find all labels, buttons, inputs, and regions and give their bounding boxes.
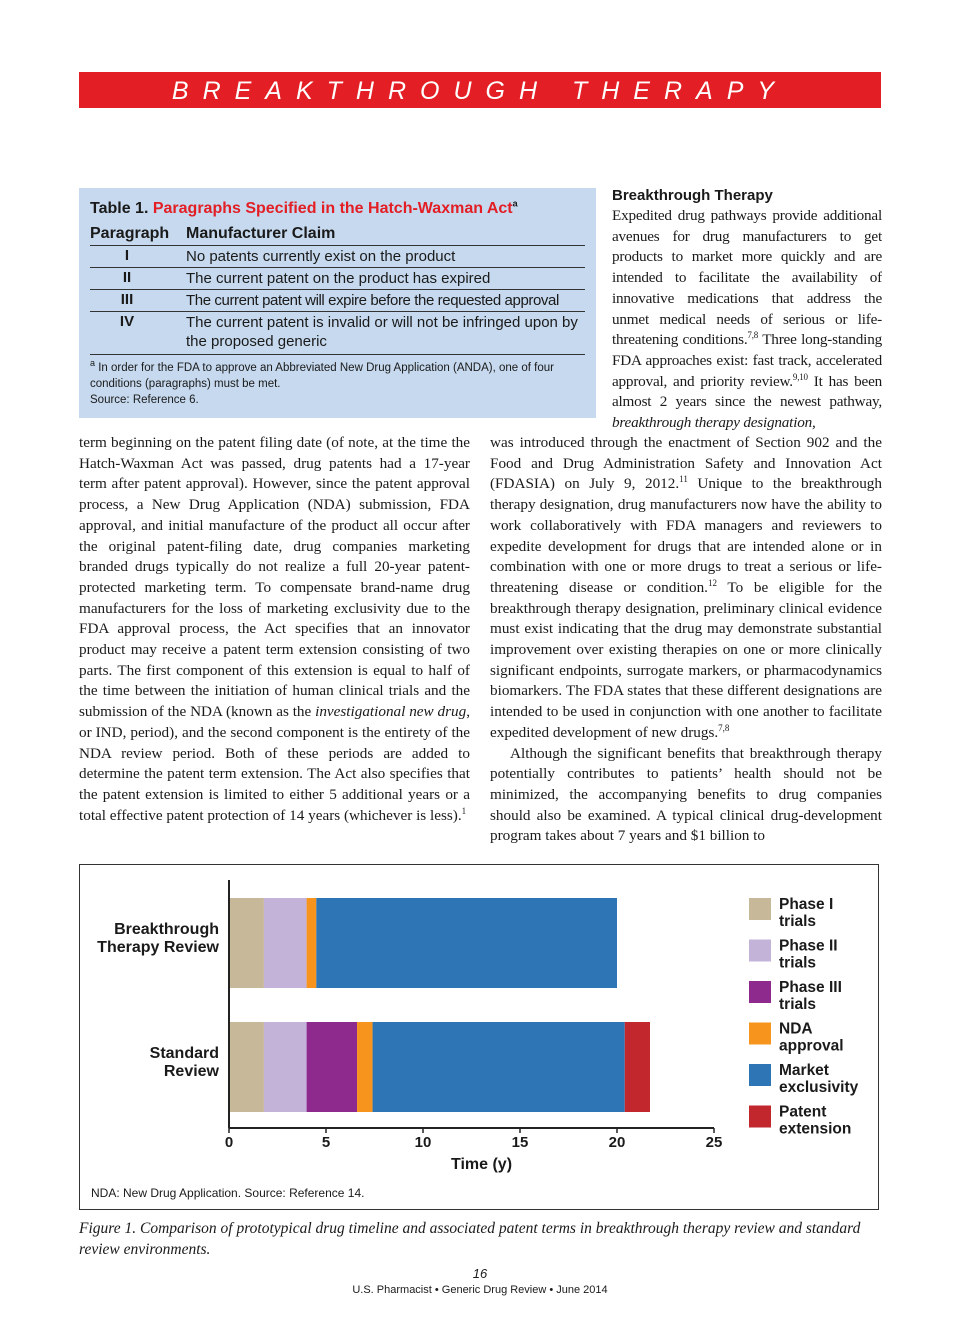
- text-run: Unique to the breakthrough therapy designation, drug manufacturers now have the ability to work collaboratively with FDA managers and reviewers to expedite development for drugs that are intended alone or in combination with one or more drugs to treat a serious or life-threatening disease or condition.: [490, 475, 882, 596]
- italic-term: breakthrough therapy designation,: [612, 414, 816, 432]
- figure-1-box: [79, 864, 879, 1210]
- chart-note: NDA: New Drug Application. Source: Reference 14.: [91, 1186, 365, 1200]
- legend-swatch: [749, 1023, 771, 1045]
- legend-swatch: [749, 898, 771, 920]
- header-paragraph: Paragraph: [90, 225, 170, 242]
- right-paragraph-cont: [490, 433, 882, 744]
- left-column: [79, 433, 470, 826]
- x-tick-label: 20: [608, 1134, 626, 1151]
- row-claim: No patents currently exist on the product: [186, 248, 456, 265]
- bar-segment: [373, 1022, 625, 1112]
- legend-label: Patent: [779, 1103, 827, 1121]
- legend-label: Market: [779, 1062, 829, 1079]
- bar-segment: [229, 1022, 264, 1112]
- legend-swatch: [749, 1106, 771, 1128]
- bar-segment: [307, 898, 317, 988]
- bar-segment: [316, 898, 617, 988]
- reference-sup: 9,10: [792, 371, 808, 382]
- footnote-source: Source: Reference 6.: [90, 394, 199, 406]
- legend-label: NDA: [779, 1020, 813, 1038]
- row-paragraph: I: [124, 247, 130, 264]
- figure-caption: Figure 1. Comparison of prototypical drug timeline and associated patent terms in breakthrough therapy review and standard review environments.: [79, 1220, 861, 1258]
- reference-sup: 12: [707, 577, 717, 588]
- bar-segment: [357, 1022, 373, 1112]
- legend-label: trials: [779, 913, 817, 930]
- row-paragraph: IV: [119, 313, 135, 330]
- x-tick-label: 0: [224, 1134, 234, 1151]
- bar-segment: [625, 1022, 650, 1112]
- right-column-upper: [612, 206, 882, 436]
- legend-label: trials: [779, 996, 817, 1013]
- footnote-sup: a: [90, 358, 96, 369]
- legend-label: approval: [779, 1037, 844, 1055]
- legend-label: exclusivity: [779, 1079, 859, 1096]
- category-label: Standard: [149, 1045, 219, 1062]
- table-1: [79, 188, 596, 418]
- table-title-sup: a: [512, 198, 518, 209]
- table-footnote: [90, 360, 590, 408]
- text-run: , or IND, period), and the second component is the entirety of the NDA review period. Both of these periods are added to determine the patent term extension. The Act also specifies that the patent extension is limited to either 5 additional years or a total effective patent protection of 14 years (whichever is less).: [79, 703, 470, 824]
- row-claim: The current patent is invalid or will not be infringed upon by the proposed generic: [186, 314, 578, 350]
- legend-swatch: [749, 1064, 771, 1086]
- bar-segment: [229, 898, 264, 988]
- table-label: Table 1.: [90, 200, 149, 217]
- legend-label: trials: [779, 954, 817, 972]
- section-heading: Breakthrough Therapy: [612, 187, 773, 204]
- table-rule: [90, 245, 585, 246]
- x-tick-label: 5: [321, 1134, 331, 1151]
- header-claim: Manufacturer Claim: [186, 225, 336, 242]
- table-title: [90, 200, 518, 218]
- text-run: term beginning on the patent filing date (of note, at the time the Hatch-Waxman Act was passed, drug patents had a 17-year term after patent approval). However, since the patent approval process, a New Drug Application (NDA) submission, FDA approval, and initial manufacture of the product all occur after the original patent-filing date, drug companies marketing branded drugs typically do not realize a full 20-year patent-protected marketing term. To compensate brand-name drug manufacturers for the loss of marketing exclusivity due to the FDA approval process, the Act specifies that an innovator product may receive a patent term extension consisting of two parts. The first component of this extension is equal to half of the time between the initiation of human clinical trials and the submission of the NDA (known as the: [79, 434, 470, 721]
- legend-label: Phase II: [779, 937, 838, 955]
- x-tick-label: 25: [705, 1134, 723, 1151]
- right-paragraph: [612, 206, 882, 434]
- legend-label: Phase I: [779, 896, 834, 913]
- x-tick-label: 10: [414, 1134, 432, 1151]
- category-label: Breakthrough: [114, 921, 219, 938]
- left-paragraph: [79, 433, 470, 826]
- reference-sup: 1: [461, 805, 467, 816]
- table-rule: [90, 289, 585, 290]
- text-run: To be eligible for the breakthrough therapy designation, preliminary clinical evidence must exist indicating that the drug may demonstrate substantial improvement over existing therapies on one or more clinically significant endpoints, surrogate markers, or pharmacodynamics biomarkers. The FDA states that these different designations are intended to be used in conjunction with one another to facilitate expedited development of new drugs.: [490, 578, 882, 741]
- footnote-text: In order for the FDA to approve an Abbreviated New Drug Application (ANDA), one of four conditions (paragraphs) must be met.: [90, 362, 554, 390]
- x-tick-label: 15: [511, 1134, 529, 1151]
- right-paragraph-2: Although the significant benefits that breakthrough therapy potentially contributes to patients’ health should not be minimized, the accompanying benefits to drug companies should also be examined. A typical clinical drug-development program takes about 7 years and $1 billion to: [490, 744, 882, 845]
- table-rule: [90, 267, 585, 268]
- italic-term: investigational new drug: [315, 703, 467, 721]
- row-claim: The current patent will expire before the requested approval: [186, 292, 559, 309]
- text-run: was introduced through the enactment of Section 902 and the Food and Drug Administration Safety and Innovation Act (FDASIA) on July 9, 2012.: [490, 434, 882, 493]
- table-rule: [90, 311, 585, 312]
- text-run: Three long-standing FDA approaches exist: fast track, accelerated approval, and priority review.: [612, 331, 882, 390]
- bar-segment: [264, 898, 307, 988]
- category-label: Therapy Review: [97, 939, 219, 956]
- page-footer: U.S. Pharmacist • Generic Drug Review • June 2014: [352, 1284, 608, 1296]
- legend-swatch: [749, 940, 771, 962]
- text-run: It has been almost 2 years since the newest pathway,: [612, 372, 882, 411]
- bar-segment: [307, 1022, 357, 1112]
- row-paragraph: II: [122, 269, 132, 286]
- right-column-lower: [490, 433, 882, 847]
- text-run: Expedited drug pathways provide additional avenues for drug manufacturers to get products to market more quickly and are intended to facilitate the availability of innovative medications that address the unmet medical needs of serious or life-threatening conditions.: [612, 207, 882, 349]
- category-label: Review: [163, 1063, 219, 1080]
- row-claim: The current patent on the product has expired: [186, 270, 491, 287]
- table-title-text: Paragraphs Specified in the Hatch-Waxman Act: [152, 200, 513, 217]
- reference-sup: 7,8: [718, 722, 730, 733]
- reference-sup: 7,8: [747, 330, 759, 341]
- bar-segment: [264, 1022, 307, 1112]
- page-number: 16: [472, 1266, 488, 1281]
- table-rule: [90, 354, 585, 355]
- section-banner: BREAKTHROUGH THERAPY: [79, 72, 881, 108]
- legend-label: extension: [779, 1120, 852, 1138]
- reference-sup: 11: [679, 474, 688, 485]
- row-paragraph: III: [120, 291, 134, 308]
- legend-label: Phase III: [779, 979, 842, 996]
- legend-swatch: [749, 981, 771, 1003]
- timeline-chart: [80, 865, 877, 1208]
- x-axis-label: Time (y): [450, 1156, 513, 1173]
